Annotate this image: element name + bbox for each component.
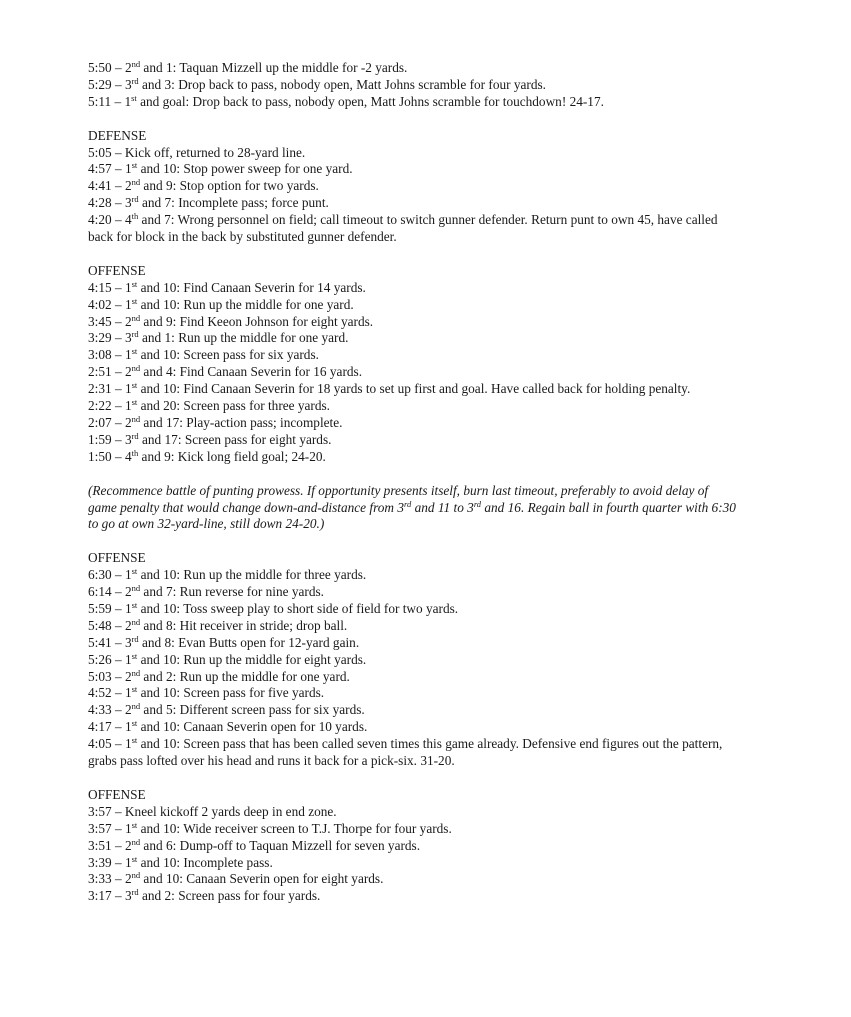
play-description: and 10: Run up the middle for eight yards. bbox=[137, 651, 367, 667]
play-time: 3:57 bbox=[88, 820, 112, 836]
play-time: 2:31 bbox=[88, 381, 112, 397]
play-line: 4:17 – 1st and 10: Canaan Severin open for 10 yards. bbox=[88, 718, 368, 735]
play-line: 5:03 – 2nd and 2: Run up the middle for one yard. bbox=[88, 667, 350, 684]
play-down: 4 bbox=[124, 212, 132, 228]
play-description: and 2: Run up the middle for one yard. bbox=[140, 668, 350, 684]
ordinal-suffix: st bbox=[131, 650, 138, 661]
play-line: 3:29 – 3rd and 1: Run up the middle for one yard. bbox=[88, 329, 349, 346]
play-line bbox=[88, 145, 738, 162]
play-down: 1 bbox=[124, 567, 132, 583]
play-line: 1:50 – 4th and 9: Kick long field goal; 24-20. bbox=[88, 447, 326, 464]
ordinal-suffix: st bbox=[131, 684, 138, 695]
play-down: 2 bbox=[124, 668, 132, 684]
play-line: 3:17 – 3rd and 2: Screen pass for four yards. bbox=[88, 887, 321, 904]
play-time: 4:02 bbox=[88, 296, 112, 312]
play-down: 1 bbox=[124, 719, 132, 735]
note-text: and 16. Regain ball in fourth quarter with 6:30 to go at own 32-yard-line, still down 24-20.) bbox=[88, 499, 736, 532]
play-time: 2:07 bbox=[88, 415, 112, 430]
ordinal-suffix: nd bbox=[131, 836, 141, 847]
ordinal-suffix: st bbox=[131, 853, 138, 864]
play-down: 2 bbox=[124, 415, 132, 430]
play-description: and 4: Find Canaan Severin for 16 yards. bbox=[140, 364, 363, 380]
play-description: and 10: Incomplete pass. bbox=[137, 854, 273, 870]
play-time: 3:45 bbox=[88, 313, 112, 329]
play-time: 4:57 bbox=[88, 161, 112, 177]
play-time: 4:41 bbox=[88, 178, 112, 194]
play-line: 5:50 – 2nd and 1: Taquan Mizzell up the middle for -2 yards. bbox=[88, 59, 408, 75]
play-line bbox=[88, 804, 738, 821]
play-down: 1 bbox=[124, 820, 132, 836]
play-line: 5:41 – 3rd and 8: Evan Butts open for 12-yard gain. bbox=[88, 633, 360, 650]
play-down: 3 bbox=[124, 634, 132, 650]
play-line: 2:22 – 1st and 20: Screen pass for three yards. bbox=[88, 397, 331, 414]
play-line: 3:08 – 1st and 10: Screen pass for six yards. bbox=[88, 346, 319, 363]
play-down: 3 bbox=[124, 76, 132, 92]
play-line: 3:39 – 1st and 10: Incomplete pass. bbox=[88, 853, 273, 870]
play-time: 3:29 bbox=[88, 330, 112, 346]
ordinal-suffix: st bbox=[131, 295, 138, 306]
play-down: 1 bbox=[124, 651, 132, 667]
play-time: 1:59 bbox=[88, 431, 112, 447]
section-heading bbox=[88, 263, 738, 280]
ordinal-suffix: nd bbox=[131, 414, 141, 424]
play-down: 3 bbox=[124, 195, 132, 211]
play-time: 4:33 bbox=[88, 702, 112, 718]
play-down: 2 bbox=[124, 584, 132, 600]
ordinal-suffix: rd bbox=[473, 498, 482, 509]
play-description: and 10: Stop power sweep for one yard. bbox=[137, 161, 353, 177]
play-description: and 10: Toss sweep play to short side of field for two yards. bbox=[137, 600, 459, 616]
play-description: and 6: Dump-off to Taquan Mizzell for seven yards. bbox=[140, 837, 421, 853]
play-text: 5:05 – Kick off, returned to 28-yard line. bbox=[88, 144, 306, 160]
play-description: and 7: Wrong personnel on field; call timeout to switch gunner defender. Return punt to own 45, have called back for block in the back by substituted gunner defender. bbox=[88, 212, 718, 245]
play-description: and 10: Wide receiver screen to T.J. Thorpe for four yards. bbox=[137, 820, 452, 836]
play-line: 3:45 – 2nd and 9: Find Keeon Johnson for eight yards. bbox=[88, 312, 374, 329]
ordinal-suffix: st bbox=[131, 566, 138, 577]
play-down: 3 bbox=[124, 431, 132, 447]
ordinal-suffix: th bbox=[131, 447, 139, 458]
play-description: and 10: Canaan Severin open for 10 yards. bbox=[137, 719, 368, 735]
play-line: 4:41 – 2nd and 9: Stop option for two yards. bbox=[88, 177, 319, 194]
ordinal-suffix: nd bbox=[131, 701, 141, 712]
note-text: (Recommence battle of punting prowess. If opportunity presents itself, burn last timeout, preferably to avoid delay of game penalty that would change down-and-distance from 3 bbox=[88, 482, 709, 515]
paragraph-gap bbox=[88, 111, 738, 128]
paragraph-gap bbox=[88, 770, 738, 787]
ordinal-suffix: st bbox=[131, 380, 138, 391]
play-description: and 1: Run up the middle for one yard. bbox=[138, 330, 349, 346]
play-down: 1 bbox=[124, 347, 132, 363]
play-time: 5:26 bbox=[88, 651, 112, 667]
play-description: and 9: Kick long field goal; 24-20. bbox=[138, 448, 326, 464]
heading-text: OFFENSE bbox=[88, 550, 146, 566]
ordinal-suffix: rd bbox=[131, 194, 139, 205]
play-time: 2:51 bbox=[88, 364, 112, 380]
play-description: and 10: Run up the middle for three yards. bbox=[137, 567, 367, 583]
play-description: and 10: Screen pass for six yards. bbox=[137, 347, 319, 363]
ordinal-suffix: rd bbox=[131, 329, 139, 340]
play-description: and 9: Find Keeon Johnson for eight yards. bbox=[140, 313, 374, 329]
play-line: 5:29 – 3rd and 3: Drop back to pass, nobody open, Matt Johns scramble for four yards. bbox=[88, 75, 547, 92]
heading-text: DEFENSE bbox=[88, 127, 147, 143]
ordinal-suffix: rd bbox=[131, 887, 139, 898]
play-time: 5:29 bbox=[88, 76, 112, 92]
play-description: and 8: Evan Butts open for 12-yard gain. bbox=[138, 634, 360, 650]
play-description: and 20: Screen pass for three yards. bbox=[137, 398, 331, 414]
play-down: 1 bbox=[124, 279, 132, 295]
play-line: 4:15 – 1st and 10: Find Canaan Severin for 14 yards. bbox=[88, 278, 366, 295]
ordinal-suffix: rd bbox=[131, 633, 139, 644]
play-line: 4:20 – 4th and 7: Wrong personnel on field; call timeout to switch gunner defender. Return punt to own 45, have called back for block in the back by substituted gunner defender. bbox=[88, 211, 718, 245]
play-down: 2 bbox=[124, 313, 132, 329]
play-description: and 8: Hit receiver in stride; drop ball. bbox=[140, 617, 348, 633]
ordinal-suffix: nd bbox=[131, 312, 141, 323]
play-down: 1 bbox=[124, 854, 132, 870]
play-line: 4:57 – 1st and 10: Stop power sweep for one yard. bbox=[88, 160, 353, 177]
note-text: and 11 to 3 bbox=[411, 499, 474, 515]
play-description: and 17: Play-action pass; incomplete. bbox=[140, 415, 343, 430]
play-line: 4:33 – 2nd and 5: Different screen pass for six yards. bbox=[88, 701, 365, 718]
play-text: 3:57 – Kneel kickoff 2 yards deep in end zone. bbox=[88, 803, 337, 819]
paragraph-gap bbox=[88, 533, 738, 550]
play-down: 2 bbox=[124, 364, 132, 380]
play-time: 6:30 bbox=[88, 567, 112, 583]
ordinal-suffix: st bbox=[131, 599, 138, 610]
play-line: 6:14 – 2nd and 7: Run reverse for nine yards. bbox=[88, 583, 324, 600]
play-line: 5:59 – 1st and 10: Toss sweep play to short side of field for two yards. bbox=[88, 599, 459, 616]
section-heading bbox=[88, 128, 738, 145]
play-time: 5:59 bbox=[88, 600, 112, 616]
play-time: 1:50 bbox=[88, 448, 112, 464]
ordinal-suffix: rd bbox=[131, 75, 139, 86]
ordinal-suffix: st bbox=[131, 346, 138, 357]
ordinal-suffix: nd bbox=[131, 363, 141, 374]
play-line: 4:52 – 1st and 10: Screen pass for five yards. bbox=[88, 684, 325, 701]
play-down: 1 bbox=[124, 381, 132, 397]
ordinal-suffix: nd bbox=[131, 583, 141, 594]
play-description: and 7: Incomplete pass; force punt. bbox=[138, 195, 329, 211]
ordinal-suffix: st bbox=[131, 735, 138, 746]
play-time: 2:22 bbox=[88, 398, 112, 414]
ordinal-suffix: st bbox=[131, 718, 138, 729]
play-time: 5:41 bbox=[88, 634, 112, 650]
play-line: 1:59 – 3rd and 17: Screen pass for eight yards. bbox=[88, 430, 332, 447]
ordinal-suffix: nd bbox=[131, 870, 141, 881]
play-description: and 10: Screen pass that has been called seven times this game already. Defensive end figures out the pattern, grabs pass lofted over his head and runs it back for a pick-six. 31-20. bbox=[88, 736, 723, 769]
play-time: 3:17 bbox=[88, 888, 112, 904]
paragraph-gap bbox=[88, 466, 738, 483]
ordinal-suffix: nd bbox=[131, 59, 141, 69]
play-down: 1 bbox=[124, 93, 132, 109]
ordinal-suffix: nd bbox=[131, 177, 141, 188]
play-time: 3:33 bbox=[88, 871, 112, 887]
play-line: 3:33 – 2nd and 10: Canaan Severin open for eight yards. bbox=[88, 870, 384, 887]
play-description: and 10: Canaan Severin open for eight yards. bbox=[140, 871, 384, 887]
play-down: 2 bbox=[124, 178, 132, 194]
play-time: 5:11 bbox=[88, 93, 112, 109]
play-description: and 2: Screen pass for four yards. bbox=[138, 888, 321, 904]
play-line: 6:30 – 1st and 10: Run up the middle for three yards. bbox=[88, 566, 367, 583]
play-description: and goal: Drop back to pass, nobody open, Matt Johns scramble for touchdown! 24-17. bbox=[136, 93, 604, 109]
ordinal-suffix: rd bbox=[131, 430, 139, 441]
play-line: 2:51 – 2nd and 4: Find Canaan Severin for 16 yards. bbox=[88, 363, 363, 380]
play-time: 4:52 bbox=[88, 685, 112, 701]
play-down: 2 bbox=[124, 702, 132, 718]
play-time: 3:51 bbox=[88, 837, 112, 853]
play-description: and 10: Screen pass for five yards. bbox=[137, 685, 325, 701]
play-down: 2 bbox=[124, 60, 132, 75]
play-down: 1 bbox=[124, 296, 132, 312]
play-line: 5:26 – 1st and 10: Run up the middle for eight yards. bbox=[88, 650, 367, 667]
section-heading bbox=[88, 550, 738, 567]
ordinal-suffix: nd bbox=[131, 667, 141, 678]
play-line: 5:11 – 1st and goal: Drop back to pass, nobody open, Matt Johns scramble for touchdown! 24-17. bbox=[88, 92, 604, 109]
play-down: 1 bbox=[124, 600, 132, 616]
play-time: 5:48 bbox=[88, 617, 112, 633]
ordinal-suffix: st bbox=[131, 160, 138, 171]
play-line: 3:57 – 1st and 10: Wide receiver screen to T.J. Thorpe for four yards. bbox=[88, 819, 452, 836]
play-description: and 10: Run up the middle for one yard. bbox=[137, 296, 354, 312]
play-line: 2:07 – 2nd and 17: Play-action pass; incomplete. bbox=[88, 414, 343, 430]
play-time: 6:14 bbox=[88, 584, 112, 600]
play-description: and 3: Drop back to pass, nobody open, Matt Johns scramble for four yards. bbox=[138, 76, 547, 92]
play-line: 4:28 – 3rd and 7: Incomplete pass; force punt. bbox=[88, 194, 329, 211]
paragraph-gap bbox=[88, 246, 738, 263]
section-heading bbox=[88, 787, 738, 804]
play-line: 4:02 – 1st and 10: Run up the middle for one yard. bbox=[88, 295, 354, 312]
ordinal-suffix: st bbox=[131, 92, 137, 103]
play-down: 4 bbox=[124, 448, 132, 464]
play-line: 2:31 – 1st and 10: Find Canaan Severin for 18 yards to set up first and goal. Have called back for holding penalty. bbox=[88, 380, 691, 397]
play-down: 3 bbox=[124, 330, 132, 346]
play-down: 2 bbox=[124, 617, 132, 633]
document-page bbox=[88, 60, 738, 905]
italic-note bbox=[88, 483, 738, 534]
play-down: 1 bbox=[124, 161, 132, 177]
play-description: and 10: Find Canaan Severin for 18 yards to set up first and goal. Have called back for holding penalty. bbox=[137, 381, 691, 397]
heading-text: OFFENSE bbox=[88, 786, 146, 802]
play-down: 2 bbox=[124, 837, 132, 853]
heading-text: OFFENSE bbox=[88, 262, 146, 278]
play-time: 5:03 bbox=[88, 668, 112, 684]
play-line: 4:05 – 1st and 10: Screen pass that has been called seven times this game already. Defensive end figures out the pattern, grabs pass lofted over his head and runs it back for a pick-six. 31-20. bbox=[88, 735, 723, 769]
play-description: and 17: Screen pass for eight yards. bbox=[138, 431, 332, 447]
ordinal-suffix: rd bbox=[404, 498, 412, 509]
play-down: 1 bbox=[124, 685, 132, 701]
play-time: 4:20 bbox=[88, 212, 112, 228]
ordinal-suffix: st bbox=[131, 397, 138, 408]
play-time: 4:17 bbox=[88, 719, 112, 735]
ordinal-suffix: st bbox=[131, 278, 138, 289]
ordinal-suffix: th bbox=[131, 211, 139, 222]
play-line: 5:48 – 2nd and 8: Hit receiver in stride; drop ball. bbox=[88, 616, 348, 633]
play-description: and 9: Stop option for two yards. bbox=[140, 178, 319, 194]
play-line: 3:51 – 2nd and 6: Dump-off to Taquan Mizzell for seven yards. bbox=[88, 836, 421, 853]
play-down: 1 bbox=[124, 736, 132, 752]
play-time: 4:05 bbox=[88, 736, 112, 752]
play-time: 4:28 bbox=[88, 195, 112, 211]
play-time: 4:15 bbox=[88, 279, 112, 295]
play-description: and 10: Find Canaan Severin for 14 yards. bbox=[137, 279, 366, 295]
play-description: and 5: Different screen pass for six yards. bbox=[140, 702, 365, 718]
play-description: and 7: Run reverse for nine yards. bbox=[140, 584, 324, 600]
play-down: 3 bbox=[124, 888, 132, 904]
play-time: 5:50 bbox=[88, 60, 112, 75]
play-time: 3:39 bbox=[88, 854, 112, 870]
play-down: 1 bbox=[124, 398, 132, 414]
play-description: and 1: Taquan Mizzell up the middle for -2 yards. bbox=[140, 60, 408, 75]
play-down: 2 bbox=[124, 871, 132, 887]
ordinal-suffix: st bbox=[131, 819, 138, 830]
play-time: 3:08 bbox=[88, 347, 112, 363]
ordinal-suffix: nd bbox=[131, 616, 141, 627]
